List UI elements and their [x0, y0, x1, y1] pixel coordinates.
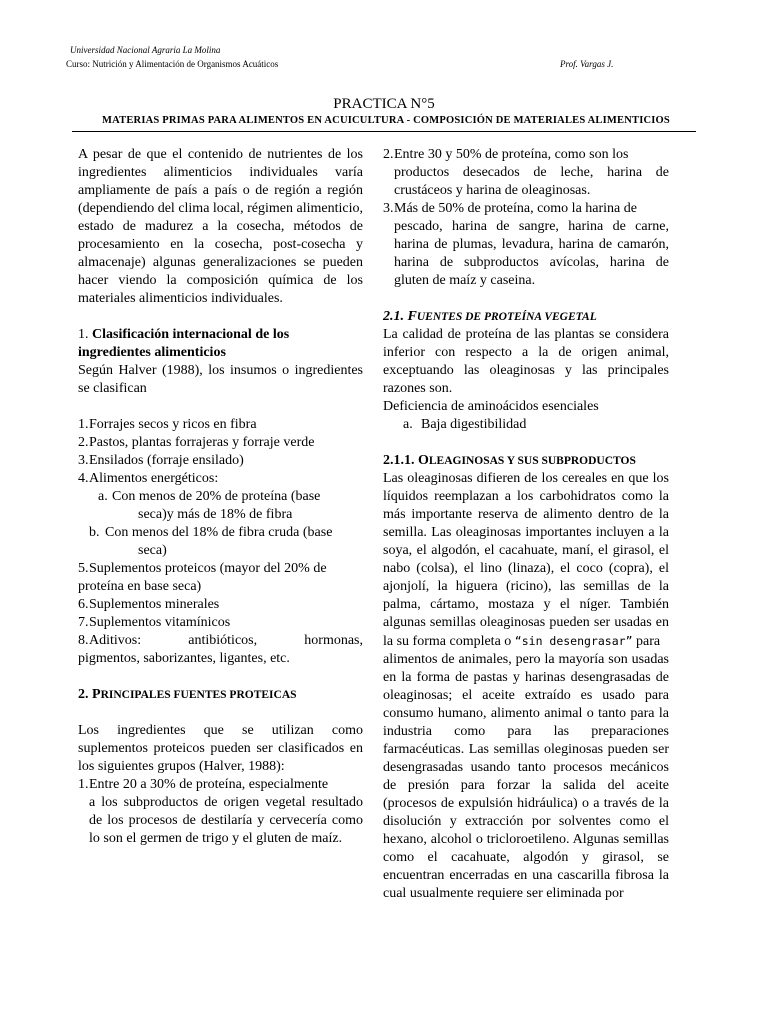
list-item: 2. Entre 30 y 50% de proteína, como son los — [383, 147, 629, 162]
right-column — [383, 146, 669, 903]
section-1-heading — [78, 326, 363, 362]
sub-list-item-cont: seca)y más de 18% de fibra — [138, 507, 293, 522]
sub-list-item: a. Con menos de 20% de proteína (base — [98, 489, 321, 504]
list-item: 3. Ensilados (forraje ensilado) — [78, 453, 244, 468]
section-1-text: Según Halver (1988), los insumos o ingredientes se clasifican — [78, 363, 363, 396]
list-item: 1. Forrajes secos y ricos en fibra — [78, 417, 257, 432]
list-item: 8. Aditivos: antibióticos, hormonas, — [78, 633, 363, 648]
sub-list-item: b. Con menos del 18% de fibra cruda (base — [89, 525, 333, 540]
list-item: 7. Suplementos vitamínicos — [78, 615, 231, 630]
quote-sin-desengrasar: “sin desengrasar” — [514, 634, 633, 648]
oleaginosas-paragraph-2: alimentos de animales, pero la mayoría son usadas en la forma de pastas y harinas desengrasadas de oleaginosas; el aceite extraído es usado para consumo humano, alimento animal o tanto para la industria como para las preparaciones farmacéuticas. Las semillas oleginosas pueden ser desengrasadas usando tanto procesos mecánicos de presión para forzar la salida del aceite (procesos de expulsión hidráulica) o a través de la disolución y extracción por solventes como el hexano, alcohol o tricloroetileno. Algunas semillas como el cacahuate, algodón y girasol, se encuentran encerradas en una cascarilla fibrosa la cual usualmente requiere ser eliminada por — [383, 652, 669, 901]
list-item: 3. Más de 50% de proteína, como la harina de — [383, 201, 637, 216]
sub-list-item-cont: seca) — [138, 543, 167, 558]
oleaginosas-paragraph-1: Las oleaginosas difieren de los cereales en que los líquidos reemplazan a los carbohidratos como la más importante reserva de alimento dentro de la semilla. Las oleaginosas importantes incluyen a la soya, el algodón, el cacahuate, maní, el girasol, el nabo (colsa), el lino (linaza), el coco (copra), el ajonjolí, la higuera (ricino), las semillas de la palma, cártamo, mostaza y el níger. También algunas semillas oleaginosas pueden ser usadas en la su forma completa o “sin desengrasar” para — [383, 471, 669, 649]
sub-list-item: a. Baja digestibilidad — [403, 417, 527, 432]
list-item: 6. Suplementos minerales — [78, 597, 220, 612]
list-item: 4. Alimentos energéticos: — [78, 471, 219, 486]
list-item-cont: a los subproductos de origen vegetal resultado de los procesos de destilaría y cervecería como lo son el germen de trigo y el gluten de maíz. — [89, 795, 363, 846]
section-1-title: Clasificación internacional de los ingredientes alimenticios — [78, 327, 290, 360]
section-2-heading: 2. PRINCIPALES FUENTES PROTEICAS — [78, 687, 297, 702]
intro-paragraph: A pesar de que el contenido de nutrientes de los ingredientes alimenticios individuales varía ampliamente de país a país o de región a región (dependiendo del clima local, régimen alimenticio, estado de madurez a la cosecha, métodos de procesamiento en la cosecha, post-cosecha y almacenaje) algunas generalizaciones se pueden hacer viendo la composición química de los materiales alimenticios individuales. — [78, 147, 363, 306]
section-2-1-text: La calidad de proteína de las plantas se considera inferior con respecto a la de origen animal, exceptuando las oleaginosas y las principales razones son. — [383, 327, 669, 396]
list-item: 2. Pastos, plantas forrajeras y forraje verde — [78, 435, 315, 450]
header-course: Curso: Nutrición y Alimentación de Organismos Acuáticos — [66, 59, 279, 69]
left-column — [78, 146, 363, 848]
header-professor: Prof. Vargas J. — [560, 59, 614, 69]
section-1-number: 1. — [78, 327, 92, 342]
section-2-1-deficiency: Deficiencia de aminoácidos esenciales — [383, 399, 599, 414]
section-2-1-heading: 2.1. FUENTES DE PROTEÍNA VEGETAL — [383, 309, 597, 324]
page-subtitle: MATERIAS PRIMAS PARA ALIMENTOS EN ACUICULTURA - COMPOSICIÓN DE MATERIALES ALIMENTICIOS — [102, 115, 670, 126]
section-2-text: Los ingredientes que se utilizan como suplementos proteicos pueden ser clasificados en los siguientes grupos (Halver, 1988): — [78, 723, 363, 774]
list-item: 1. Entre 20 a 30% de proteína, especialmente — [78, 777, 329, 792]
list-item-cont: productos desecados de leche, harina de crustáceos y harina de oleaginosas. — [394, 165, 669, 198]
title-rule — [72, 131, 696, 132]
list-item-cont: proteína en base seca) — [78, 579, 202, 594]
section-2-1-1-heading: 2.1.1. OLEAGINOSAS Y SUS SUBPRODUCTOS — [383, 453, 636, 468]
list-item: 5. Suplementos proteicos (mayor del 20% de — [78, 561, 327, 576]
list-item-cont: pescado, harina de sangre, harina de carne, harina de plumas, levadura, harina de camarón, harina de subproductos avícolas, harina de gluten de maíz y caseina. — [394, 219, 669, 288]
header-university: Universidad Nacional Agraria La Molina — [70, 45, 221, 55]
list-item-cont: pigmentos, saborizantes, ligantes, etc. — [78, 651, 290, 666]
page-title: PRACTICA N°5 — [333, 96, 435, 112]
